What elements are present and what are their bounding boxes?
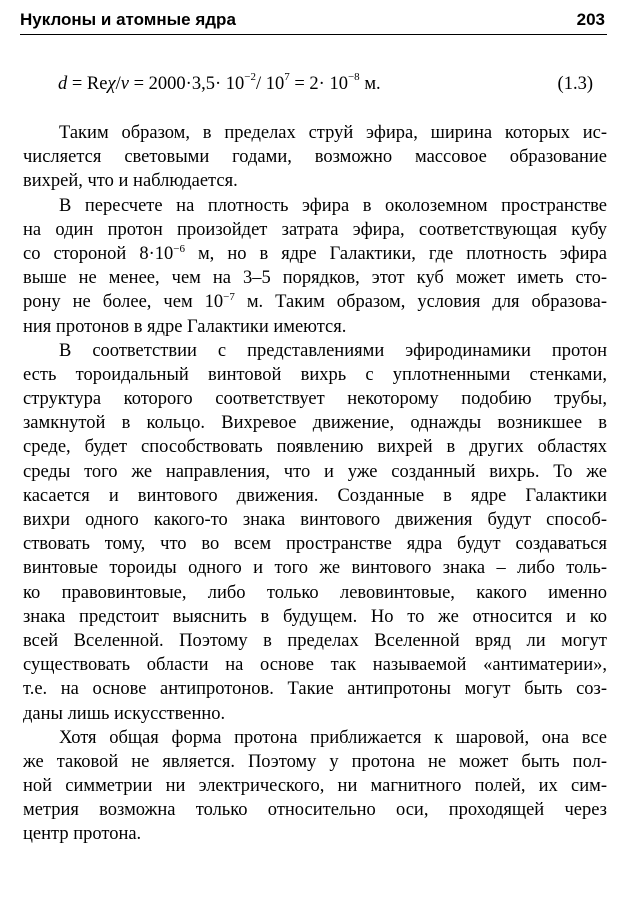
page-header	[20, 8, 607, 35]
line-text: замкнутой в кольцо. Вихревое движение, однажды возникшее в	[23, 413, 607, 434]
line-text: ной симметрии ни электрического, ни магнитного полей, их сим-	[23, 776, 607, 797]
line-text: Хотя общая форма протона приближается к шаровой, она все	[59, 727, 607, 748]
line-text: ко правовинтовые, либо только левовинтовые, какого именно	[23, 582, 607, 603]
paragraph	[23, 121, 607, 194]
equation-number: (1.3)	[557, 74, 593, 94]
text-line	[23, 339, 607, 363]
line-text: даны лишь искусственно.	[23, 703, 226, 724]
text-line	[23, 556, 607, 580]
line-text: В пересчете на плотность эфира в околоземном пространстве	[59, 195, 607, 216]
line-text: среды того же направления, что и уже созданный вихрь. То же	[23, 461, 607, 482]
line-text: числяется световыми годами, возможно массовое образование	[23, 147, 607, 168]
eq-part: = 2000·3,5· 10	[128, 74, 245, 94]
line-text: т.е. на основе антипротонов. Такие антипротоны могут быть соз-	[23, 679, 607, 700]
body-text	[23, 121, 607, 847]
text-line	[23, 460, 607, 484]
exponent: −7	[223, 291, 235, 304]
eq-part: /	[115, 74, 121, 94]
equation-body	[58, 70, 381, 94]
line-text: всей Вселенной. Поэтому в пределах Вселенной вряд ли могут	[23, 630, 607, 651]
paragraph	[23, 194, 607, 339]
paragraph	[23, 339, 607, 726]
eq-part: = 2· 10	[289, 74, 348, 94]
line-text: центр протона.	[23, 824, 142, 845]
eq-unit: м.	[359, 74, 381, 94]
line-text: Таким образом, в пределах струй эфира, ширина которых ис-	[59, 123, 607, 143]
text-line	[23, 629, 607, 653]
text-line	[23, 677, 607, 701]
eq-exponent: −2	[244, 70, 256, 83]
line-text: касается и винтового движения. Созданные в ядре Галактики	[23, 485, 607, 506]
page-number: 203	[576, 10, 605, 29]
line-text: знака предстоит выяснить в будущем. Но то же относится и ко	[23, 606, 607, 627]
text-line	[23, 508, 607, 532]
text-line	[23, 750, 607, 774]
line-text: есть тороидальный винтовой вихрь с уплотненными стенками,	[23, 364, 607, 385]
eq-var-d: d	[58, 74, 68, 94]
text-line	[23, 169, 607, 193]
text-line	[23, 581, 607, 605]
line-text: среде, будет способствовать появлению вихрей в других областях	[23, 437, 607, 458]
running-title: Нуклоны и атомные ядра	[20, 10, 236, 29]
text-line	[23, 121, 607, 145]
text-line	[23, 194, 607, 218]
line-text: м. Таким образом, условия для образова-	[234, 292, 607, 313]
line-text: метрия возможна только относительно оси, проходящей через	[23, 800, 607, 821]
line-text: структура которого соответствует некоторому подобию трубы,	[23, 389, 607, 410]
eq-exponent: −8	[347, 70, 360, 83]
text-line	[23, 266, 607, 290]
eq-exponent: 7	[284, 70, 290, 83]
line-text: на один протон произойдет затрата эфира, соответствующая кубу	[23, 219, 607, 240]
text-line	[23, 387, 607, 411]
line-text: рону не более, чем 10	[23, 292, 224, 313]
line-text: же таковой не является. Поэтому у протона не может быть пол-	[23, 751, 607, 772]
text-line	[23, 774, 607, 798]
line-text: вихрей, что и наблюдается.	[23, 171, 238, 192]
eq-part: / 10	[255, 74, 285, 94]
text-line	[23, 798, 607, 822]
text-line	[23, 218, 607, 242]
line-text: В соответствии с представлениями эфиродинамики протон	[59, 340, 607, 361]
text-line	[23, 484, 607, 508]
eq-part: = Re	[67, 74, 108, 94]
line-text: выше не менее, чем на 3–5 порядков, этот куб может иметь сто-	[23, 268, 607, 289]
paragraph	[23, 726, 607, 847]
text-line	[23, 702, 607, 726]
text-line	[23, 532, 607, 556]
text-line	[23, 435, 607, 459]
line-text: ния протонов в ядре Галактики имеются.	[23, 316, 347, 337]
text-line	[23, 290, 607, 314]
line-text: винтовые тороиды одного и того же винтового знака – либо толь-	[23, 558, 607, 579]
text-line	[23, 315, 607, 339]
text-line	[23, 726, 607, 750]
text-line	[23, 145, 607, 169]
text-line	[23, 653, 607, 677]
line-text: ствовать тому, что во всем пространстве ядра будут создаваться	[23, 534, 607, 555]
line-text: м, но в ядре Галактики, где плотность эфира	[184, 243, 607, 264]
eq-var-chi: χ	[107, 74, 116, 94]
eq-var-v: v	[120, 74, 129, 94]
exponent: −6	[173, 242, 185, 255]
equation-1-3	[58, 70, 593, 95]
text-line	[23, 411, 607, 435]
text-line	[23, 242, 607, 266]
text-line	[23, 822, 607, 846]
line-text: существовать области на основе так называемой «антиматерии»,	[23, 655, 607, 676]
text-line	[23, 363, 607, 387]
text-line	[23, 605, 607, 629]
line-text: со стороной 8·10	[23, 243, 174, 264]
line-text: вихри одного какого-то знака винтового движения будут способ-	[23, 510, 607, 530]
